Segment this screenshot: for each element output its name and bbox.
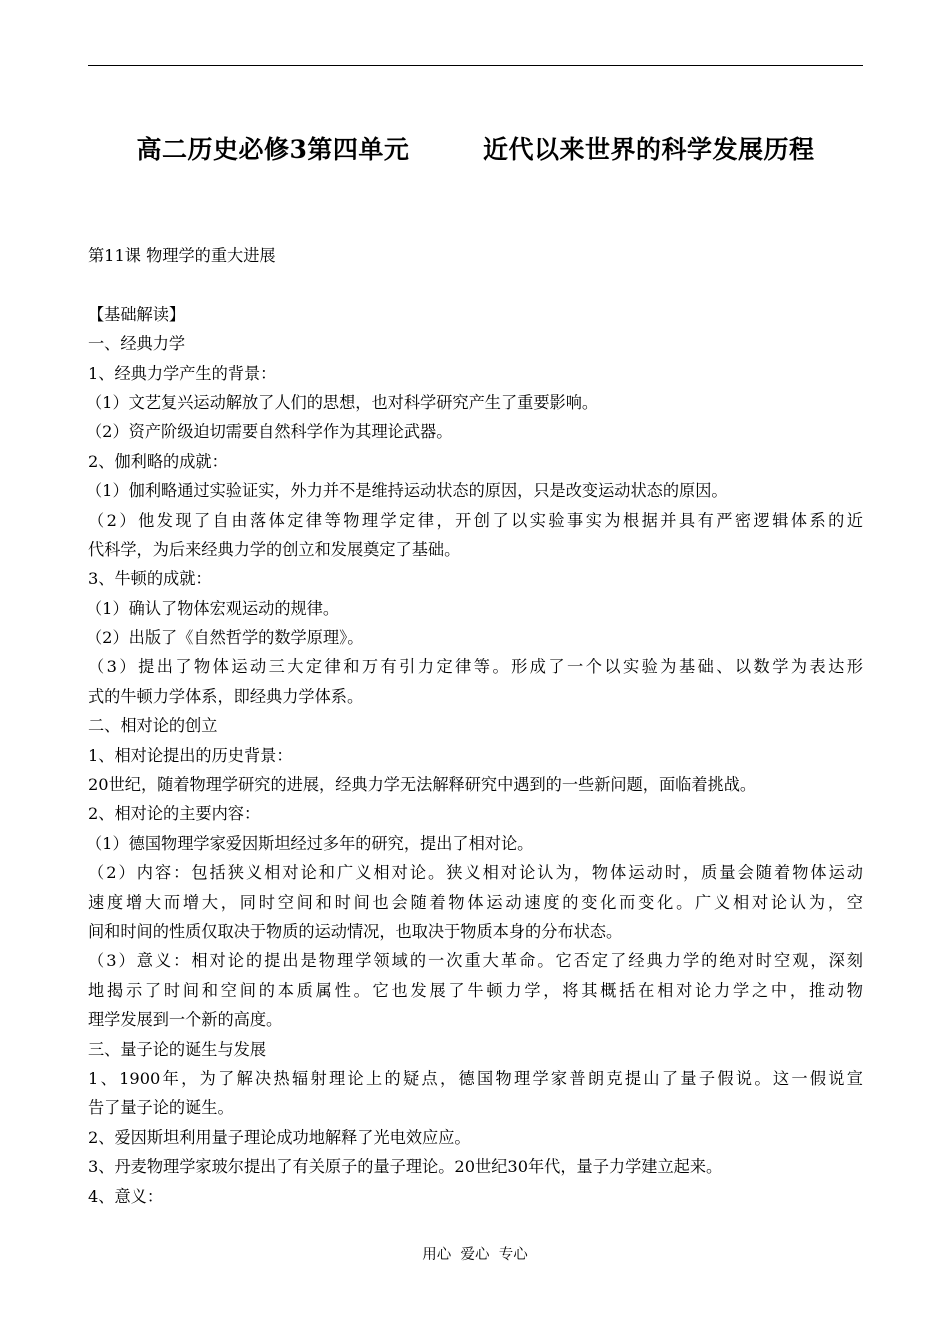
- heading-quantum-theory: 三、量子论的诞生与发展: [88, 1039, 267, 1059]
- paragraph-line: 理学发展到一个新的高度。: [88, 1010, 283, 1030]
- paragraph-line: （1）德国物理学家爱因斯坦经过多年的研究，提出了相对论。: [86, 833, 534, 853]
- paragraph-line: （1）伽利略通过实验证实，外力并不是维持运动状态的原因，只是改变运动状态的原因。: [86, 481, 728, 501]
- paragraph-line: （3）意义：相对论的提出是物理学领域的一次重大革命。它否定了经典力学的绝对时空观，深刻: [88, 951, 863, 971]
- paragraph-line: （2）资产阶级迫切需要自然科学作为其理论武器。: [86, 422, 453, 442]
- paragraph-line: 20世纪，随着物理学研究的进展，经典力学无法解释研究中遇到的一些新问题，面临着挑战。: [88, 775, 757, 795]
- paragraph-line: （2）出版了《自然哲学的数学原理》。: [86, 628, 364, 648]
- paragraph-line: （2）他发现了自由落体定律等物理学定律，开创了以实验事实为根据并具有严密逻辑体系的近: [88, 510, 863, 530]
- header-rule: [88, 65, 863, 66]
- paragraph-line: 3、丹麦物理学家玻尔提出了有关原子的量子理论。20世纪30年代，量子力学建立起来。: [88, 1157, 723, 1177]
- paragraph-line: 速度增大而增大，同时空间和时间也会随着物体运动速度的变化而变化。广义相对论认为，空: [88, 892, 863, 912]
- page-footer: 用心 爱心 专心: [422, 1247, 528, 1263]
- document-title: 高二历史必修3第四单元 近代以来世界的科学发展历程: [136, 135, 815, 164]
- paragraph-line: （3）提出了物体运动三大定律和万有引力定律等。形成了一个以实验为基础、以数学为表达形: [88, 657, 863, 677]
- paragraph-line: 告了量子论的诞生。: [88, 1098, 234, 1118]
- paragraph-line: 间和时间的性质仅取决于物质的运动情况，也取决于物质本身的分布状态。: [88, 921, 623, 941]
- blank-line: [88, 270, 863, 299]
- paragraph-line: 代科学，为后来经典力学的创立和发展奠定了基础。: [88, 539, 461, 559]
- paragraph-line: 式的牛顿力学体系，即经典力学体系。: [88, 686, 364, 706]
- document-body: [88, 241, 863, 1211]
- paragraph-line: （2）内容：包括狭义相对论和广义相对论。狭义相对论认为，物体运动时，质量会随着物体运动: [88, 863, 863, 883]
- paragraph-line: 地揭示了时间和空间的本质属性。它也发展了牛顿力学，将其概括在相对论力学之中，推动物: [88, 980, 863, 1000]
- paragraph-line: （1）确认了物体宏观运动的规律。: [86, 598, 340, 618]
- paragraph-line: 1、经典力学产生的背景：: [88, 363, 277, 383]
- heading-classical-mechanics: 一、经典力学: [88, 334, 186, 354]
- section-header: 【基础解读】: [88, 304, 186, 324]
- paragraph-line: 2、伽利略的成就：: [88, 451, 228, 471]
- lesson-title: 第11课 物理学的重大进展: [88, 246, 276, 265]
- paragraph-line: 1、相对论提出的历史背景：: [88, 745, 293, 765]
- paragraph-line: （1）文艺复兴运动解放了人们的思想，也对科学研究产生了重要影响。: [86, 392, 599, 412]
- paragraph-line: 2、爱因斯坦利用量子理论成功地解释了光电效应应。: [88, 1127, 471, 1147]
- paragraph-line: 3、牛顿的成就：: [88, 569, 212, 589]
- paragraph-line: 1、1900年，为了解决热辐射理论上的疑点，德国物理学家普朗克提山了量子假说。这一假说宣: [88, 1068, 863, 1088]
- paragraph-line: 4、意义：: [88, 1186, 164, 1206]
- paragraph-line: 2、相对论的主要内容：: [88, 804, 261, 824]
- heading-relativity: 二、相对论的创立: [88, 716, 218, 736]
